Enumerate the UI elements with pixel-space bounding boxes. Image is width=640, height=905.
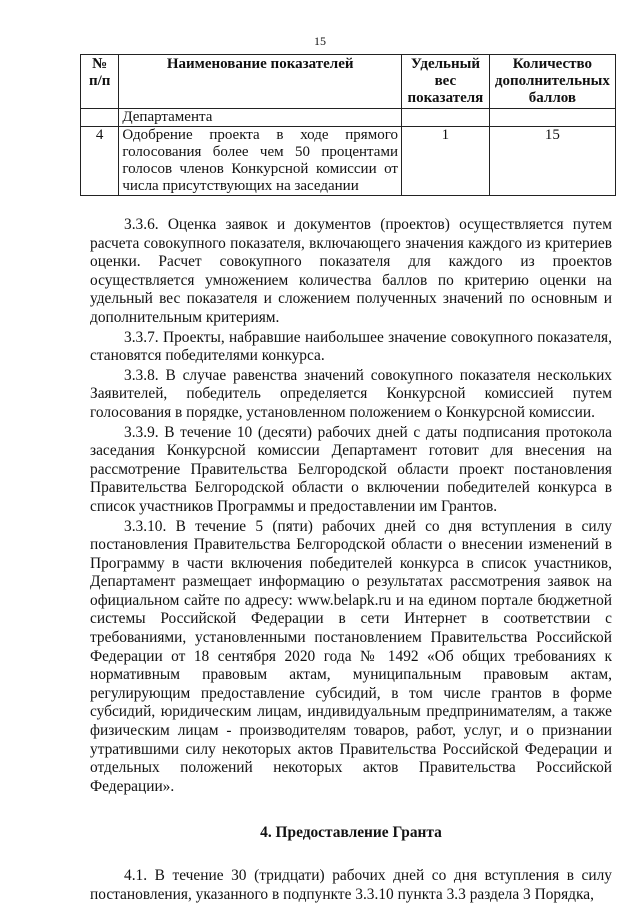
table-header-row — [81, 55, 616, 109]
table-row — [81, 127, 616, 196]
col-header-points: Количество дополнительных баллов — [489, 55, 615, 109]
document-body — [90, 216, 612, 904]
paragraph-3-3-9: 3.3.9. В течение 10 (десяти) рабочих дней с даты подписания протокола заседания Конкурсной комиссии Департамент готовит для внесения на рассмотрение Правительства Белгородской области проект постановления Правительства Белгородской области о включении победителей конкурса в список участников Программы и предоставлении им Грантов. — [90, 423, 612, 515]
paragraph-3-3-7: 3.3.7. Проекты, набравшие наибольшее значение совокупного показателя, становятся победителями конкурса. — [90, 328, 612, 365]
row-points — [489, 109, 615, 127]
criteria-table — [80, 54, 616, 196]
table-row — [81, 109, 616, 127]
section-heading: 4. Предоставление Гранта — [260, 824, 442, 842]
paragraph-3-3-8: 3.3.8. В случае равенства значений совокупного показателя нескольких Заявителей, победитель определяется Конкурсной комиссией путем голосования в порядке, установленном положением о Конкурсной комиссии. — [90, 366, 612, 421]
page-number: 15 — [314, 34, 326, 48]
col-header-indicator: Наименование показателей — [119, 55, 402, 109]
row-number — [81, 109, 119, 127]
row-points: 15 — [489, 127, 615, 196]
paragraph-3-3-10: 3.3.10. В течение 5 (пяти) рабочих дней со дня вступления в силу постановления Правительства Белгородской области о внесении изменений в Программу в части включения победителей конкурса в список участников, Департамент размещает информацию о результатах рассмотрения заявок на официальном сайте по адресу: www.belapk.ru и на едином портале бюджетной системы Российской Федерации в сети Интернет в соответствии с требованиями, установленными постановлением Правительства Российской Федерации от 18 сентября 2020 года № 1492 «Об общих требованиях к нормативным правовым актам, муниципальным правовым актам, регулирующим предоставление субсидий, в том числе грантов в форме субсидий, юридическим лицам, индивидуальным предпринимателям, а также физическим лицам - производителям товаров, работ, услуг, и о признании утратившими силу некоторых актов Правительства Российской Федерации и отдельных положений некоторых актов Правительства Российской Федерации». — [90, 517, 612, 795]
row-indicator: Департамента — [119, 109, 402, 127]
row-indicator: Одобрение проекта в ходе прямого голосования более чем 50 процентами голосов членов Конкурсной комиссии от числа присутствующих на заседании — [119, 127, 402, 196]
col-header-number: № п/п — [81, 55, 119, 109]
row-weight — [401, 109, 489, 127]
paragraph-3-3-6: 3.3.6. Оценка заявок и документов (проектов) осуществляется путем расчета совокупного показателя, включающего значения каждого из критериев оценки. Расчет совокупного показателя для каждого из проектов осуществляется умножением количества баллов по критерию оценки на удельный вес показателя и сложением полученных значений по основным и дополнительным критериям. — [90, 216, 612, 326]
col-header-weight: Удельный вес показателя — [401, 55, 489, 109]
paragraph-4-1: 4.1. В течение 30 (тридцати) рабочих дней со дня вступления в силу постановления, указанного в подпункте 3.3.10 пункта 3.3 раздела 3 Порядка, — [90, 867, 612, 903]
row-number: 4 — [81, 127, 119, 196]
row-weight: 1 — [401, 127, 489, 196]
